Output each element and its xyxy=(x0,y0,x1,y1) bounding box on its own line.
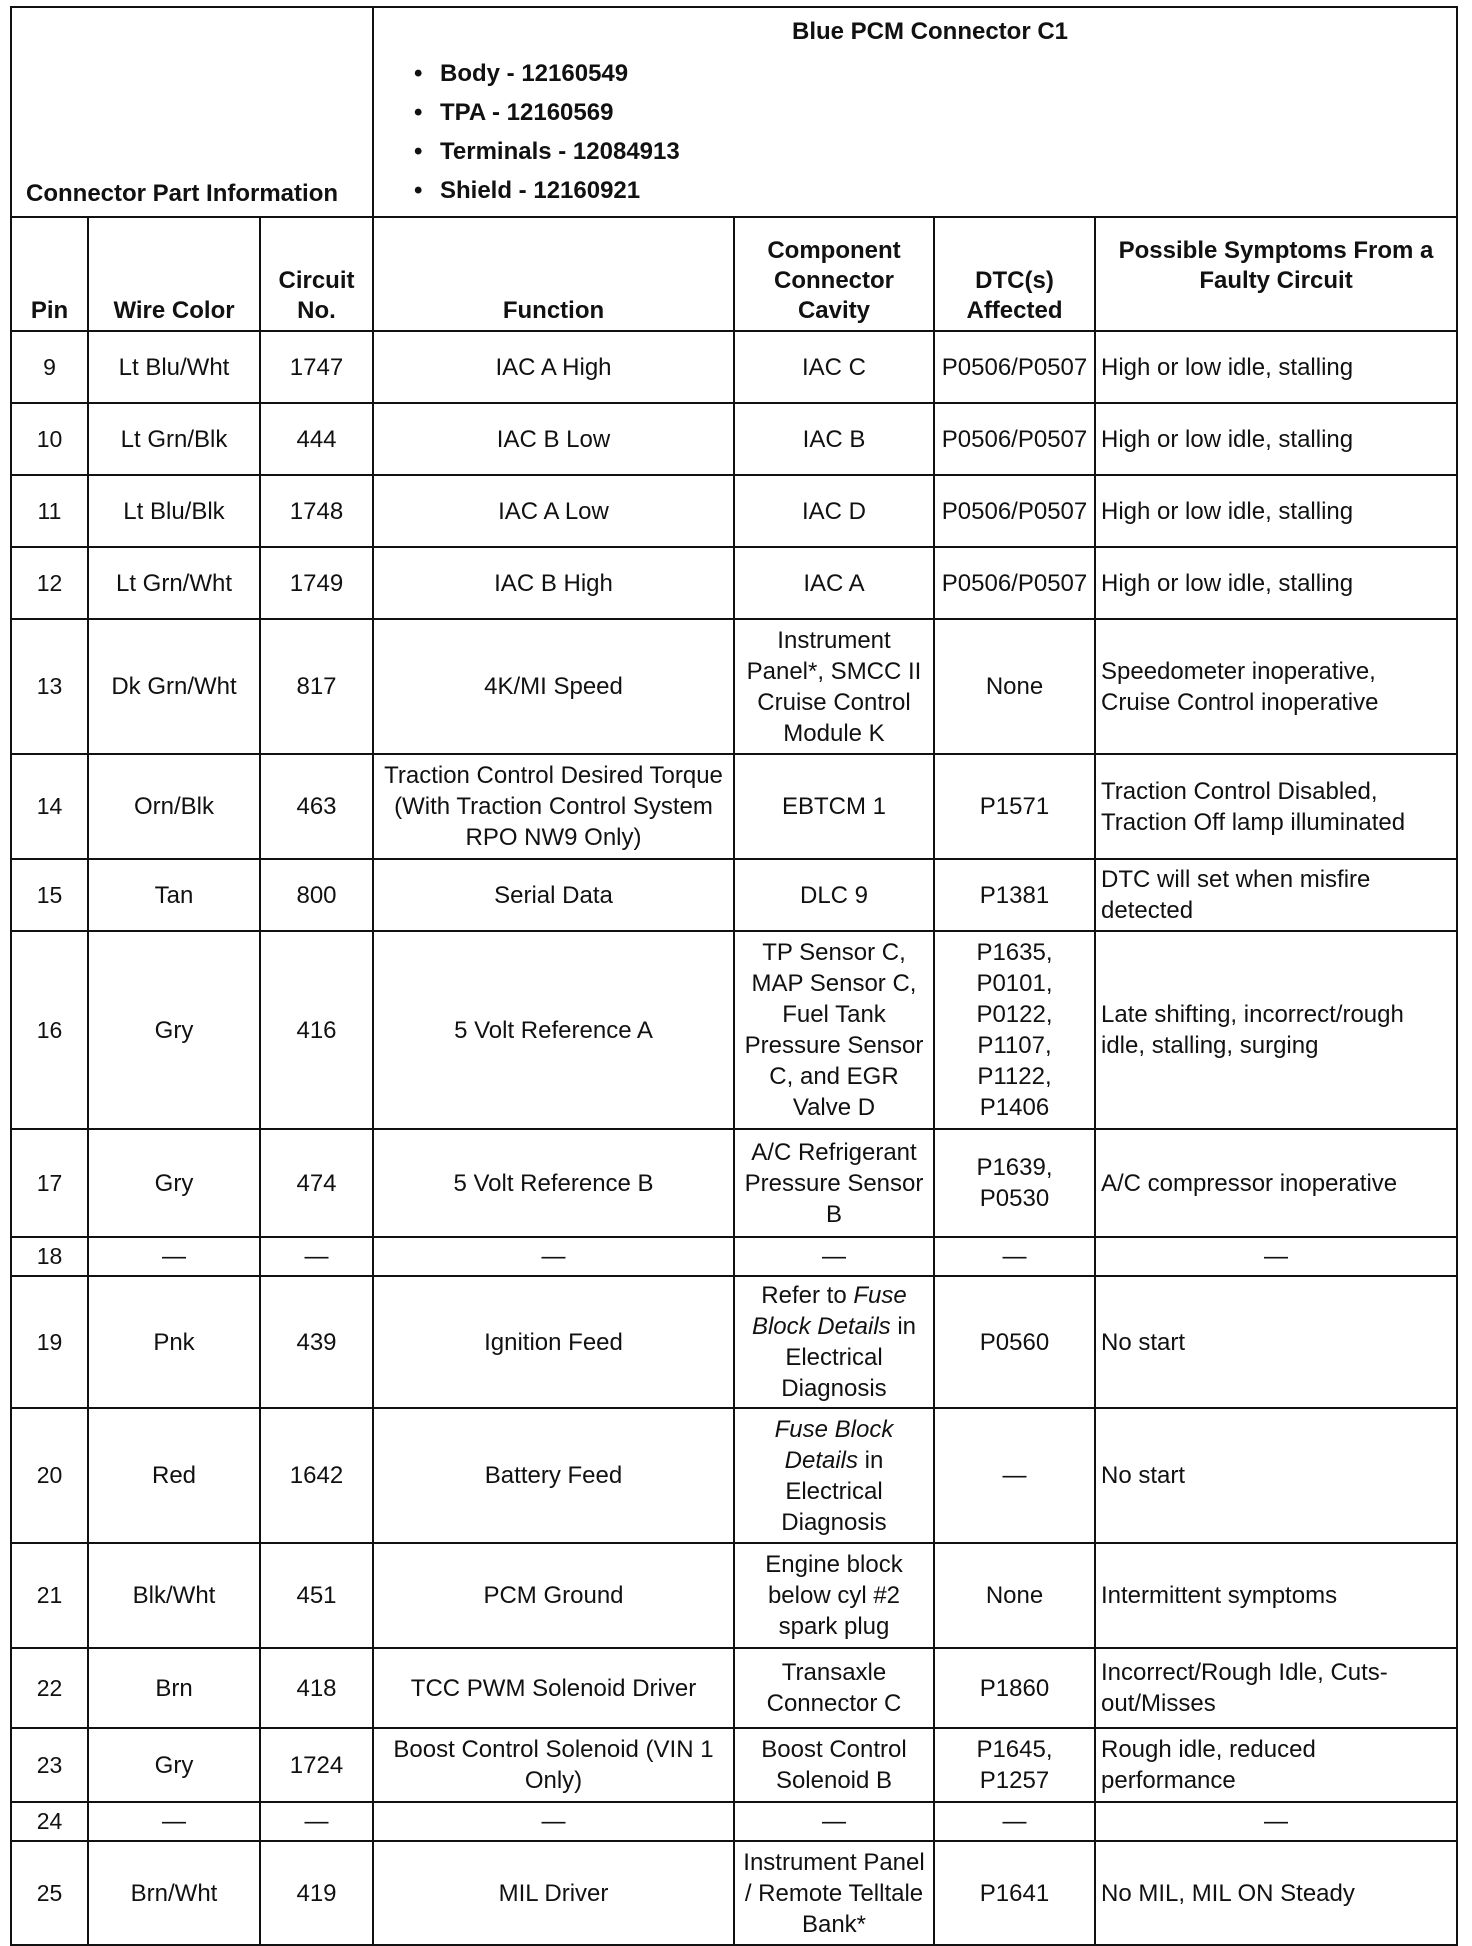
cell-pin: 14 xyxy=(11,754,88,859)
cell-circuit: 419 xyxy=(260,1841,373,1945)
cell-cavity: — xyxy=(734,1237,934,1276)
connector-part-info-label: Connector Part Information xyxy=(11,7,373,217)
table-row xyxy=(11,475,1457,547)
cell-pin: 11 xyxy=(11,475,88,547)
part-item: • Terminals - 12084913 xyxy=(414,132,1446,171)
table-row xyxy=(11,931,1457,1129)
cell-circuit: 1724 xyxy=(260,1728,373,1802)
cell-pin: 10 xyxy=(11,403,88,475)
col-cavity: Component Connector Cavity xyxy=(734,217,934,331)
table-row xyxy=(11,1237,1457,1276)
cell-function: Boost Control Solenoid (VIN 1 Only) xyxy=(373,1728,734,1802)
cell-symptoms: — xyxy=(1095,1802,1457,1841)
cavity-italic-text: Fuse Block Details xyxy=(774,1415,894,1474)
cell-pin: 22 xyxy=(11,1648,88,1728)
cell-dtc: P1860 xyxy=(934,1648,1095,1728)
cell-pin: 19 xyxy=(11,1276,88,1408)
cell-dtc: P0506/P0507 xyxy=(934,331,1095,403)
cell-circuit: 1642 xyxy=(260,1408,373,1543)
column-header-row xyxy=(11,217,1457,331)
cell-cavity: A/C Refrigerant Pressure Sensor B xyxy=(734,1129,934,1237)
cell-function: PCM Ground xyxy=(373,1543,734,1648)
cell-cavity: IAC C xyxy=(734,331,934,403)
cell-wire: Brn/Wht xyxy=(88,1841,260,1945)
cell-wire: Brn xyxy=(88,1648,260,1728)
cell-wire: Pnk xyxy=(88,1276,260,1408)
cell-symptoms: Traction Control Disabled, Traction Off lamp illuminated xyxy=(1095,754,1457,859)
cell-pin: 9 xyxy=(11,331,88,403)
cell-cavity: DLC 9 xyxy=(734,859,934,931)
cell-symptoms: Intermittent symptoms xyxy=(1095,1543,1457,1648)
cell-cavity xyxy=(734,1276,934,1408)
cell-function: — xyxy=(373,1237,734,1276)
cell-symptoms: — xyxy=(1095,1237,1457,1276)
table-row xyxy=(11,1802,1457,1841)
cell-symptoms: DTC will set when misfire detected xyxy=(1095,859,1457,931)
cell-dtc: P1571 xyxy=(934,754,1095,859)
part-item: • TPA - 12160569 xyxy=(414,93,1446,132)
cell-wire: Lt Blu/Blk xyxy=(88,475,260,547)
cell-circuit: 439 xyxy=(260,1276,373,1408)
pcm-connector-table xyxy=(10,6,1458,1946)
col-dtc: DTC(s) Affected xyxy=(934,217,1095,331)
cell-pin: 25 xyxy=(11,1841,88,1945)
cell-symptoms: No MIL, MIL ON Steady xyxy=(1095,1841,1457,1945)
cell-dtc: None xyxy=(934,1543,1095,1648)
cell-wire: Lt Grn/Blk xyxy=(88,403,260,475)
cell-symptoms: High or low idle, stalling xyxy=(1095,331,1457,403)
cell-wire: Blk/Wht xyxy=(88,1543,260,1648)
cell-circuit: 800 xyxy=(260,859,373,931)
cell-cavity: Transaxle Connector C xyxy=(734,1648,934,1728)
cell-pin: 18 xyxy=(11,1237,88,1276)
cell-pin: 23 xyxy=(11,1728,88,1802)
cell-function: Serial Data xyxy=(373,859,734,931)
cell-circuit: 474 xyxy=(260,1129,373,1237)
cavity-text: Refer to xyxy=(761,1282,854,1309)
table-row xyxy=(11,1841,1457,1945)
cell-wire: — xyxy=(88,1237,260,1276)
part-item: • Body - 12160549 xyxy=(414,54,1446,93)
col-circuit-no: Circuit No. xyxy=(260,217,373,331)
cell-function: TCC PWM Solenoid Driver xyxy=(373,1648,734,1728)
col-pin: Pin xyxy=(11,217,88,331)
connector-parts-list xyxy=(414,54,1446,210)
cell-pin: 16 xyxy=(11,931,88,1129)
cell-cavity: Instrument Panel / Remote Telltale Bank* xyxy=(734,1841,934,1945)
cell-function: IAC A Low xyxy=(373,475,734,547)
cell-symptoms: No start xyxy=(1095,1408,1457,1543)
cell-function: IAC B Low xyxy=(373,403,734,475)
cell-function: Battery Feed xyxy=(373,1408,734,1543)
cell-cavity: IAC D xyxy=(734,475,934,547)
connector-table-page xyxy=(10,6,1456,1946)
cell-function: — xyxy=(373,1802,734,1841)
cell-cavity: — xyxy=(734,1802,934,1841)
cell-circuit: 463 xyxy=(260,754,373,859)
cell-function: 4K/MI Speed xyxy=(373,619,734,754)
cell-symptoms: Incorrect/Rough Idle, Cuts-out/Misses xyxy=(1095,1648,1457,1728)
cavity-italic-text: Fuse Block Details xyxy=(751,1282,907,1340)
cell-circuit: 416 xyxy=(260,931,373,1129)
cell-symptoms: No start xyxy=(1095,1276,1457,1408)
table-row xyxy=(11,1408,1457,1543)
cell-wire: Red xyxy=(88,1408,260,1543)
table-row xyxy=(11,1276,1457,1408)
cell-function: Ignition Feed xyxy=(373,1276,734,1408)
cell-cavity: IAC A xyxy=(734,547,934,619)
table-row xyxy=(11,331,1457,403)
cell-pin: 21 xyxy=(11,1543,88,1648)
cell-pin: 13 xyxy=(11,619,88,754)
cell-dtc: P1635, P0101, P0122, P1107, P1122, P1406 xyxy=(934,931,1095,1129)
col-wire-color: Wire Color xyxy=(88,217,260,331)
cell-circuit: 817 xyxy=(260,619,373,754)
cell-cavity xyxy=(734,1408,934,1543)
table-row xyxy=(11,403,1457,475)
cell-wire: Gry xyxy=(88,931,260,1129)
cell-circuit: 1749 xyxy=(260,547,373,619)
cell-wire: Tan xyxy=(88,859,260,931)
cell-function: 5 Volt Reference B xyxy=(373,1129,734,1237)
cell-symptoms: High or low idle, stalling xyxy=(1095,547,1457,619)
cell-dtc: — xyxy=(934,1802,1095,1841)
cell-dtc: P0506/P0507 xyxy=(934,475,1095,547)
part-item: • Shield - 12160921 xyxy=(414,171,1446,210)
connector-info-cell xyxy=(373,7,1457,217)
cell-function: 5 Volt Reference A xyxy=(373,931,734,1129)
cell-dtc: P1641 xyxy=(934,1841,1095,1945)
cell-function: MIL Driver xyxy=(373,1841,734,1945)
cell-symptoms: Speedometer inoperative, Cruise Control inoperative xyxy=(1095,619,1457,754)
cell-cavity: Boost Control Solenoid B xyxy=(734,1728,934,1802)
cell-dtc: P0560 xyxy=(934,1276,1095,1408)
table-row xyxy=(11,1648,1457,1728)
cell-circuit: 418 xyxy=(260,1648,373,1728)
cell-circuit: 444 xyxy=(260,403,373,475)
table-row xyxy=(11,1129,1457,1237)
table-row xyxy=(11,547,1457,619)
cell-function: Traction Control Desired Torque (With Traction Control System RPO NW9 Only) xyxy=(373,754,734,859)
cell-wire: — xyxy=(88,1802,260,1841)
table-row xyxy=(11,859,1457,931)
cell-symptoms: Rough idle, reduced performance xyxy=(1095,1728,1457,1802)
cell-cavity: IAC B xyxy=(734,403,934,475)
cell-dtc: None xyxy=(934,619,1095,754)
cell-pin: 24 xyxy=(11,1802,88,1841)
cell-dtc: P1645, P1257 xyxy=(934,1728,1095,1802)
cavity-text: in Electrical Diagnosis xyxy=(781,1313,917,1402)
cell-cavity: TP Sensor C, MAP Sensor C, Fuel Tank Pressure Sensor C, and EGR Valve D xyxy=(734,931,934,1129)
table-row xyxy=(11,619,1457,754)
cell-wire: Lt Grn/Wht xyxy=(88,547,260,619)
col-function: Function xyxy=(373,217,734,331)
cell-dtc: P1381 xyxy=(934,859,1095,931)
cell-circuit: 1747 xyxy=(260,331,373,403)
cell-circuit: — xyxy=(260,1802,373,1841)
cell-wire: Orn/Blk xyxy=(88,754,260,859)
cell-circuit: 1748 xyxy=(260,475,373,547)
cell-dtc: P0506/P0507 xyxy=(934,547,1095,619)
table-row xyxy=(11,754,1457,859)
cell-pin: 17 xyxy=(11,1129,88,1237)
cell-pin: 15 xyxy=(11,859,88,931)
cell-pin: 12 xyxy=(11,547,88,619)
cell-wire: Dk Grn/Wht xyxy=(88,619,260,754)
connector-title: Blue PCM Connector C1 xyxy=(792,18,1069,45)
table-row xyxy=(11,1728,1457,1802)
cell-symptoms: Late shifting, incorrect/rough idle, stalling, surging xyxy=(1095,931,1457,1129)
cell-circuit: — xyxy=(260,1237,373,1276)
cell-cavity: Engine block below cyl #2 spark plug xyxy=(734,1543,934,1648)
cell-cavity: Instrument Panel*, SMCC II Cruise Control Module K xyxy=(734,619,934,754)
cell-wire: Gry xyxy=(88,1728,260,1802)
cell-function: IAC A High xyxy=(373,331,734,403)
cell-wire: Gry xyxy=(88,1129,260,1237)
cell-cavity: EBTCM 1 xyxy=(734,754,934,859)
table-row xyxy=(11,1543,1457,1648)
connector-info-row xyxy=(11,7,1457,217)
cell-dtc: — xyxy=(934,1237,1095,1276)
cell-symptoms: High or low idle, stalling xyxy=(1095,475,1457,547)
cell-pin: 20 xyxy=(11,1408,88,1543)
cell-wire: Lt Blu/Wht xyxy=(88,331,260,403)
cell-function: IAC B High xyxy=(373,547,734,619)
cell-dtc: — xyxy=(934,1408,1095,1543)
cell-symptoms: High or low idle, stalling xyxy=(1095,403,1457,475)
cavity-text: in Electrical Diagnosis xyxy=(781,1446,887,1536)
cell-circuit: 451 xyxy=(260,1543,373,1648)
cell-dtc: P0506/P0507 xyxy=(934,403,1095,475)
cell-dtc: P1639, P0530 xyxy=(934,1129,1095,1237)
col-symptoms: Possible Symptoms From a Faulty Circuit xyxy=(1095,217,1457,331)
cell-symptoms: A/C compressor inoperative xyxy=(1095,1129,1457,1237)
